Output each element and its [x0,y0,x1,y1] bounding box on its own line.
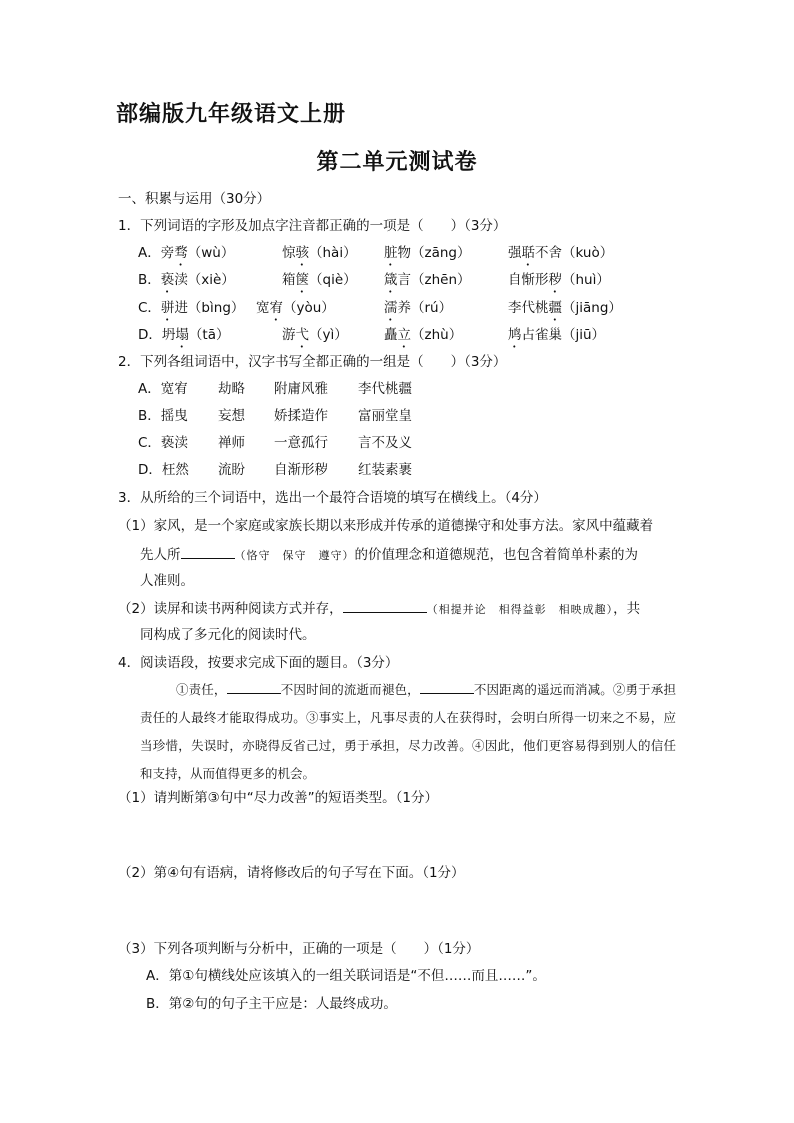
q3-part1-text-after: 的价值理念和道德规范，也包含着简单朴素的为 [354,547,638,563]
q3-part1-text-before: 先人所 [140,547,181,563]
q2-a-word1: A．宽宥 [138,381,188,397]
q3-part2-line2: 同构成了多元化的阅读时代。 [140,627,316,643]
q1-stem: 1．下列词语的字形及加点字注音都正确的一项是（ ）（3分） [118,218,507,234]
q4-sub1: （1）请判断第③句中“尽力改善”的短语类型。（1分） [118,790,439,806]
q1-c-word4: 李代桃疆（jiāng） [508,300,622,316]
q2-c-word4: 言不及义 [358,435,412,451]
q1-c-word3: 濡养（rú） [384,300,453,316]
q2-d-word4: 红装素裹 [358,462,412,478]
q2-b-word2: 妄想 [218,408,245,424]
q3-blank-2[interactable] [343,598,427,613]
q1-c-word1: C．骈进（bìng） [138,300,245,316]
q1-d-word2: 游弋（yì） [282,327,348,343]
q3-part1-line3: 人准则。 [140,573,194,589]
section-heading: 一、积累与运用（30分） [118,191,271,207]
q1-b-word1: B．亵渎（xiè） [138,272,235,288]
q3-part1-line2 [140,544,638,566]
q2-c-word2: 禅师 [218,435,245,451]
q3-stem: 3．从所给的三个词语中，选出一个最符合语境的填写在横线上。（4分） [118,490,547,506]
q1-a-word3: 脏物（zāng） [384,245,471,261]
q1-b-word4: 自惭形秽（huì） [508,272,610,288]
q2-d-word1: D．枉然 [138,462,189,478]
q3-part2-text-before: （2）读屏和读书两种阅读方式并存， [118,601,343,617]
q1-d-word1: D．坍塌（tā） [138,327,230,343]
q2-c-word3: 一意孤行 [274,435,328,451]
q2-b-word1: B．摇曳 [138,408,188,424]
q2-d-word2: 流盼 [218,462,245,478]
q4-sub3: （3）下列各项判断与分析中，正确的一项是（ ）（1分） [118,941,480,957]
q4-passage-blank-1[interactable] [227,679,281,694]
q3-part1-choices: （恪守 保守 遵守） [234,549,355,562]
q4-sub2: （2）第④句有语病，请将修改后的句子写在下面。（1分） [118,865,465,881]
q1-a-word4: 强聒不舍（kuò） [508,245,614,261]
q2-b-word3: 娇揉造作 [274,408,328,424]
q2-c-word1: C．亵渎 [138,435,188,451]
q2-stem: 2．下列各组词语中，汉字书写全都正确的一组是（ ）（3分） [118,354,507,370]
q1-a-word2: 惊骇（hài） [282,245,357,261]
q3-part2-choices: （相提并论 相得益彰 相映成趣） [426,603,614,616]
q2-b-word4: 富丽堂皇 [358,408,412,424]
q2-a-word2: 劫略 [218,381,245,397]
q1-d-word3: 矗立（zhù） [384,327,463,343]
q4-passage-blank-2[interactable] [420,679,474,694]
q3-part1-line1: （1）家风，是一个家庭或家族长期以来形成并传承的道德操守和处事方法。家风中蕴藏着 [118,518,654,534]
q2-a-word4: 李代桃疆 [358,381,412,397]
q4-passage-s1: ①责任， [176,682,227,697]
q4-passage-s3: 不因距离的遥远而消减。②勇于承担责任的人最终才能取得成功。③事实上，凡事尽责的人在获得时，会明白所得一切来之不易，应当珍惜，失误时，亦晓得反省己过，勇于承担，尽力改善。④因此，他们更容易得到别人的信任和支持，从而值得更多的机会。 [140,682,676,781]
q1-a-word1: A．旁骛（wù） [138,245,235,261]
q1-b-word3: 箴言（zhēn） [384,272,471,288]
q4-passage-s2: 不因时间的流逝而褪色， [280,682,420,697]
q1-c-word2: 宽宥（yòu） [256,300,335,316]
q3-part2-text-after: ，共 [613,601,641,617]
q4-stem: 4．阅读语段，按要求完成下面的题目。（3分） [118,655,399,671]
q3-part2-line1 [118,598,640,620]
q3-blank-1[interactable] [181,544,235,559]
q4-passage [140,676,676,788]
q1-d-word4: 鸠占雀巢（jiū） [508,327,606,343]
q2-d-word3: 自渐形秽 [274,462,328,478]
document-title: 部编版九年级语文上册 [116,101,347,127]
q4-sub3-option-b: B．第②句的句子主干应是：人最终成功。 [146,996,397,1012]
q4-sub3-option-a: A．第①句横线处应该填入的一组关联词语是“不但……而且……”。 [146,968,546,984]
q2-a-word3: 附庸风雅 [274,381,328,397]
q1-b-word2: 箱箧（qiè） [282,272,357,288]
document-subtitle: 第二单元测试卷 [316,149,478,175]
